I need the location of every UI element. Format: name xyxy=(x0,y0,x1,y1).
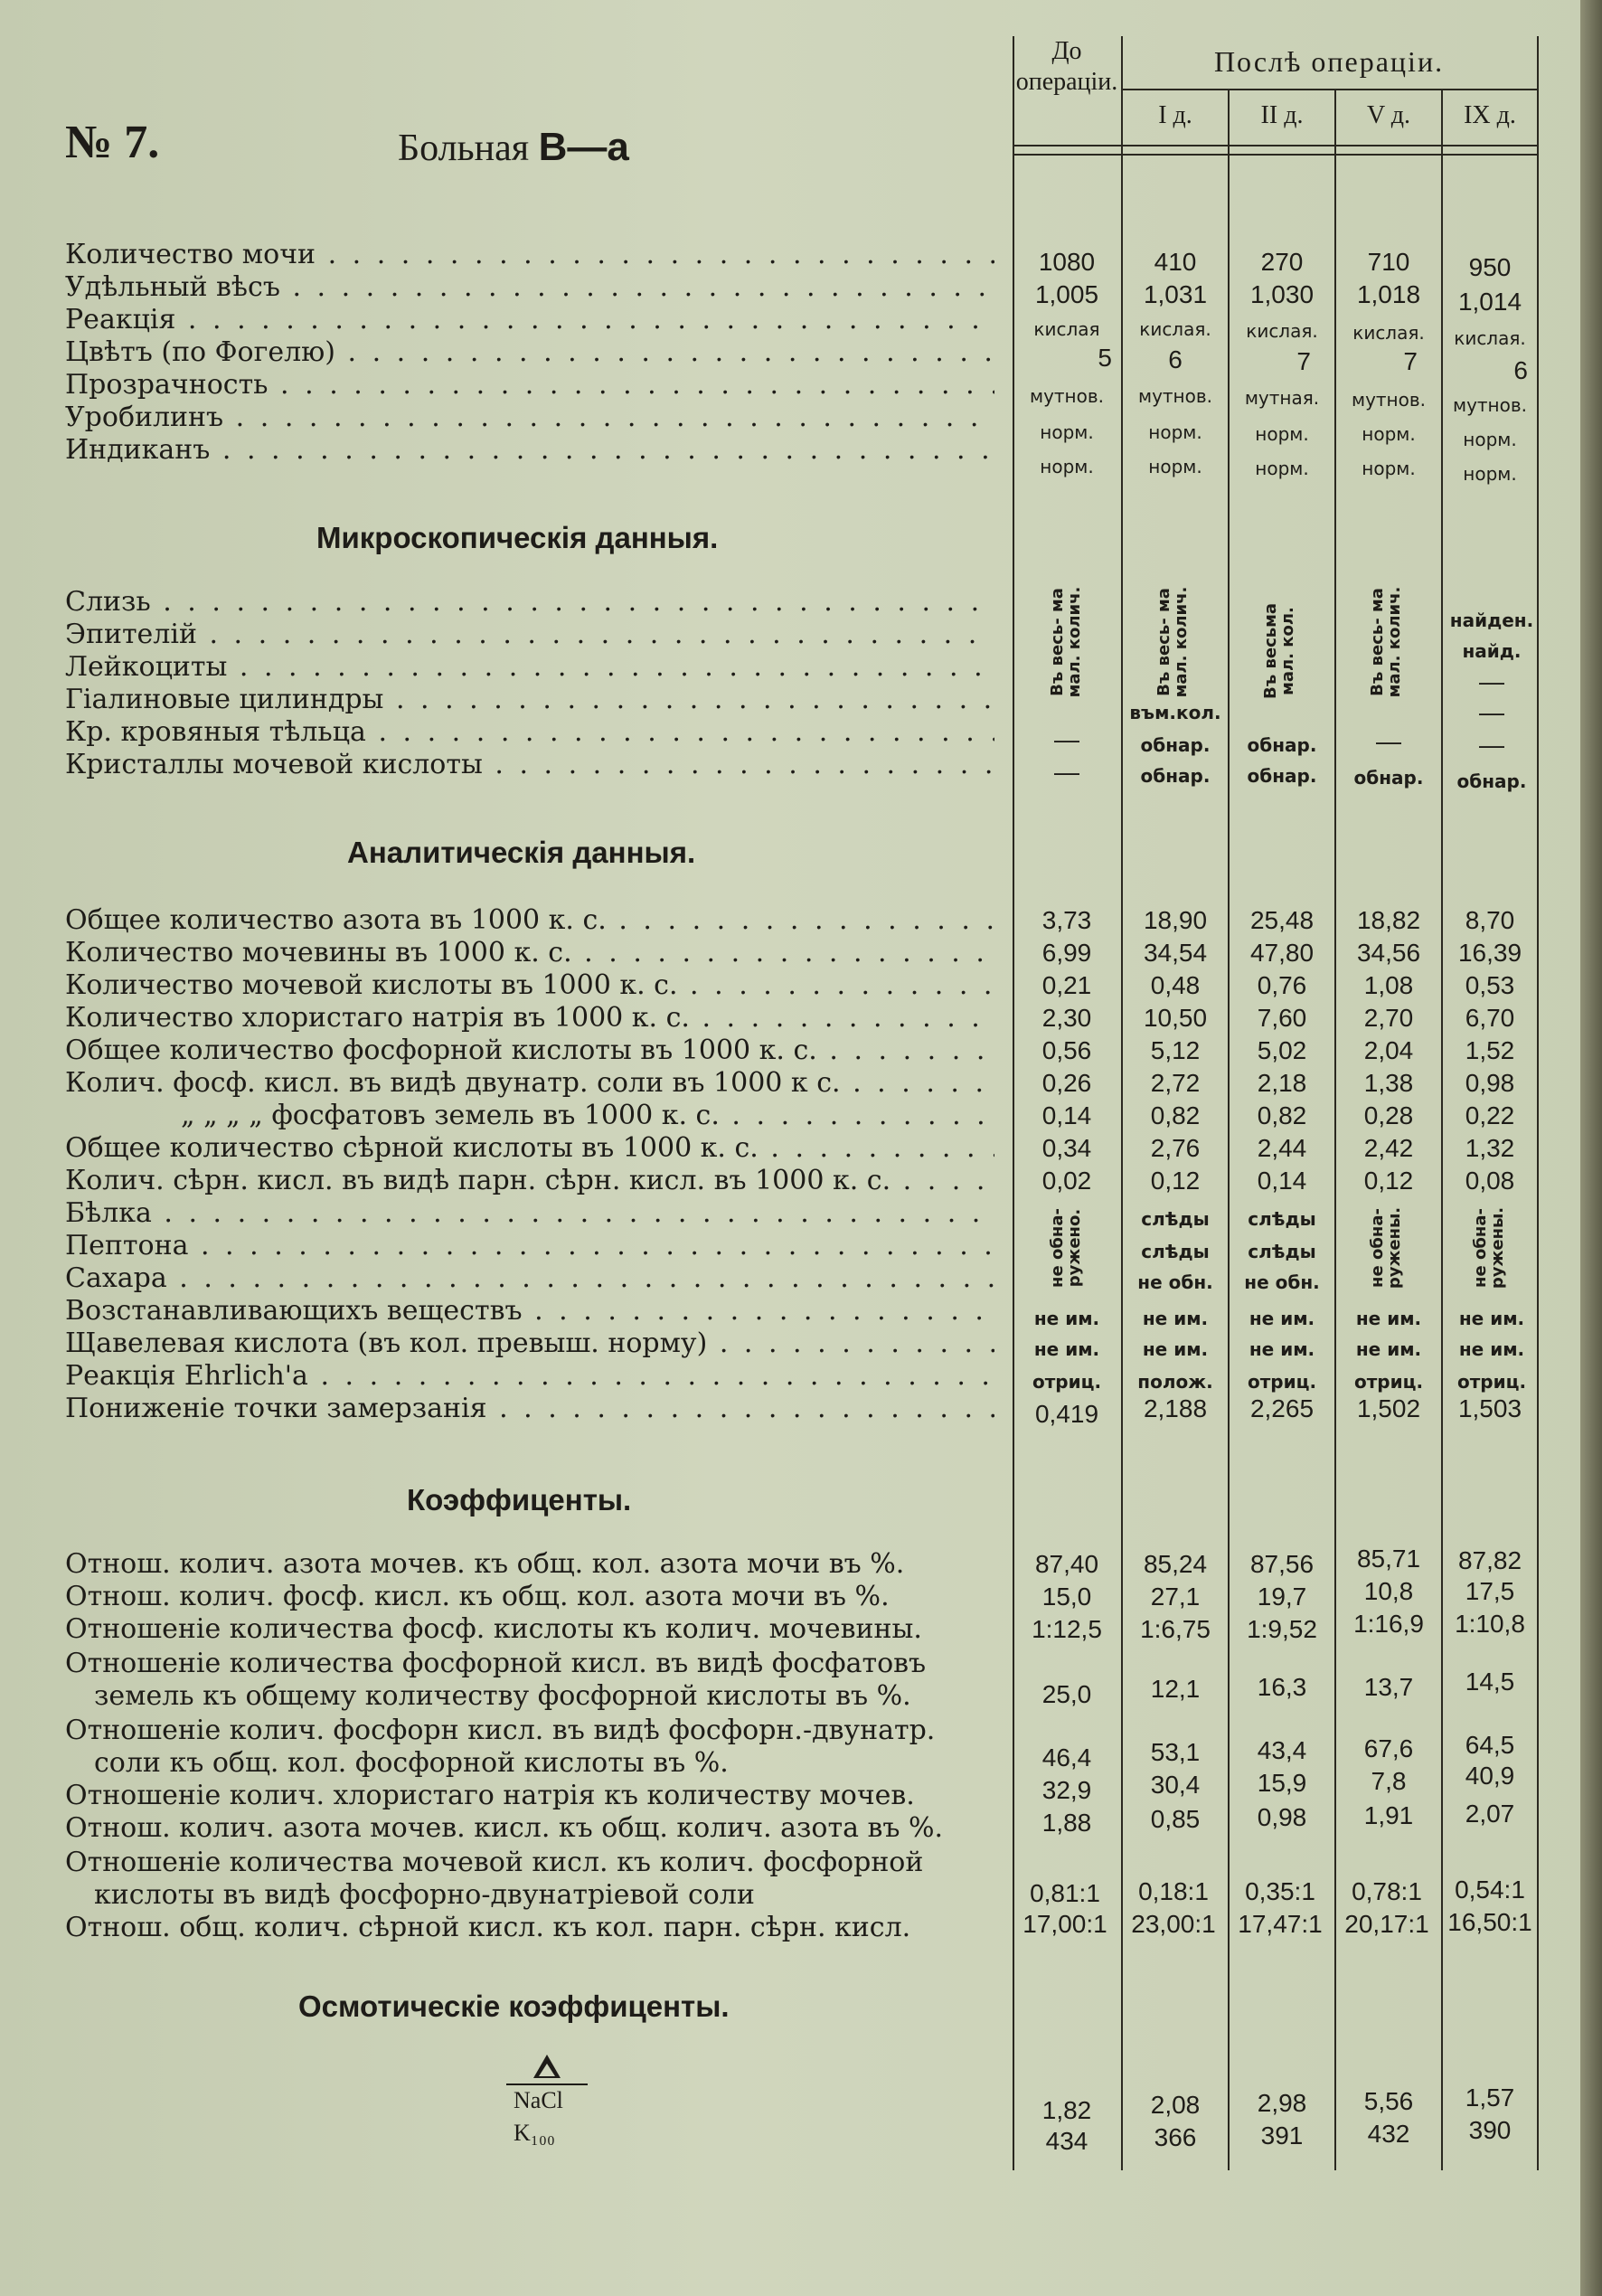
cell: 0,28 xyxy=(1363,1101,1414,1129)
row-label: Отнош. колич. фосф. кисл. къ общ. кол. азота мочи въ %. xyxy=(65,1581,890,1612)
cell: 7,8 xyxy=(1371,1767,1407,1795)
cell: не им. xyxy=(1355,1308,1422,1329)
cell: 710 xyxy=(1367,248,1410,276)
rotated-cell: не обна- ружено. xyxy=(1048,1208,1084,1288)
cell: 1,32 xyxy=(1465,1134,1515,1162)
cell: 6 xyxy=(1168,345,1183,373)
cell: — xyxy=(1479,698,1504,726)
cell: норм. xyxy=(1362,423,1416,445)
row-label: Щавелевая кислота (въ кол. превыш. норму) . . . xyxy=(65,1328,994,1360)
cell: обнар. xyxy=(1456,770,1527,792)
page-edge xyxy=(1580,0,1602,2296)
cell: 0,56 xyxy=(1041,1036,1092,1064)
cell: 1:12,5 xyxy=(1032,1615,1102,1643)
cell: 2,98 xyxy=(1257,2089,1307,2117)
osmotic-label-nacl: NaCl xyxy=(514,2087,563,2113)
row-label: Количество мочи . . . xyxy=(65,239,994,271)
cell: 7 xyxy=(1403,347,1418,375)
cell: 67,6 xyxy=(1363,1734,1414,1762)
cell: 1,38 xyxy=(1363,1069,1414,1097)
cell: 0,85 xyxy=(1150,1805,1201,1833)
delta-symbol-inner xyxy=(539,2064,555,2076)
cell: не им. xyxy=(1249,1338,1315,1360)
row-label: Слизь . . . xyxy=(65,586,994,619)
row-label: Общее количество фосфорной кислоты въ 1000 к. с. . . . xyxy=(65,1035,994,1067)
cell: 0,18:1 xyxy=(1138,1877,1209,1905)
cell: 2,18 xyxy=(1257,1069,1307,1097)
cell: 5,12 xyxy=(1150,1036,1201,1064)
cell: 15,9 xyxy=(1257,1769,1307,1797)
cell: не им. xyxy=(1458,1338,1525,1360)
cell: 2,72 xyxy=(1150,1069,1201,1097)
cell: норм. xyxy=(1040,456,1094,477)
cell: норм. xyxy=(1148,421,1202,443)
cell: 16,39 xyxy=(1457,939,1522,967)
cell: 0,12 xyxy=(1150,1167,1201,1195)
cell: 2,30 xyxy=(1041,1004,1092,1032)
cell: 10,8 xyxy=(1363,1577,1414,1605)
row-label: Эпителій . . . xyxy=(65,619,994,651)
table-line xyxy=(1121,36,1123,2170)
cell: 1:16,9 xyxy=(1353,1610,1424,1638)
cell: 16,3 xyxy=(1257,1673,1307,1701)
cell: 23,00:1 xyxy=(1131,1910,1216,1938)
patient-title xyxy=(398,125,629,170)
cell: 32,9 xyxy=(1041,1776,1092,1804)
cell: 2,44 xyxy=(1257,1134,1307,1162)
cell: 10,50 xyxy=(1143,1004,1208,1032)
cell: 391 xyxy=(1260,2121,1304,2150)
cell: норм. xyxy=(1148,456,1202,477)
cell: 0,82 xyxy=(1257,1101,1307,1129)
cell: 0,12 xyxy=(1363,1167,1414,1195)
osmotic-label-k100: K₁₀₀ xyxy=(514,2120,555,2146)
cell: мутнов. xyxy=(1029,385,1105,407)
cell: 0,14 xyxy=(1041,1101,1092,1129)
row-label: Отношеніе количества фосфорной кисл. въ видѣ фосфатовъ xyxy=(65,1648,927,1679)
cell: 85,24 xyxy=(1143,1550,1208,1578)
cell: 12,1 xyxy=(1150,1675,1201,1703)
row-label: Количество хлористаго натрія въ 1000 к. с. . . . xyxy=(65,1002,994,1035)
table-line xyxy=(1121,89,1537,90)
cell: 1,503 xyxy=(1457,1394,1522,1422)
cell: 0,53 xyxy=(1465,971,1515,999)
cell: кислая. xyxy=(1352,322,1425,344)
cell: 390 xyxy=(1468,2116,1512,2144)
cell: 1,91 xyxy=(1363,1801,1414,1829)
table-line xyxy=(1013,36,1014,2170)
row-label: Гіалиновые цилиндры . . . xyxy=(65,684,994,716)
cell: не им. xyxy=(1142,1338,1209,1360)
cell: кислая. xyxy=(1454,327,1526,349)
header-day-9: IX д. xyxy=(1464,101,1516,129)
header-before-surgery: До операціи. xyxy=(1015,37,1118,96)
row-label: „ „ „ „ фосфатовъ земель въ 1000 к. с. . . . xyxy=(181,1100,994,1132)
cell: 13,7 xyxy=(1363,1673,1414,1701)
cell: норм. xyxy=(1040,421,1094,443)
cell: 27,1 xyxy=(1150,1583,1201,1611)
cell: 20,17:1 xyxy=(1344,1910,1429,1938)
row-label: Отношеніе количества мочевой кисл. къ колич. фосфорной xyxy=(65,1847,924,1878)
cell: 1,502 xyxy=(1356,1394,1421,1422)
cell: кислая. xyxy=(1246,320,1318,342)
cell: 3,73 xyxy=(1041,906,1092,934)
cell: 1,82 xyxy=(1041,2096,1092,2124)
cell: 87,40 xyxy=(1034,1550,1099,1578)
table-line xyxy=(1013,154,1537,156)
cell: 2,08 xyxy=(1150,2091,1201,2119)
cell: 0,35:1 xyxy=(1245,1877,1315,1905)
cell: 432 xyxy=(1367,2120,1410,2148)
cell: 25,48 xyxy=(1249,906,1315,934)
cell: не им. xyxy=(1355,1338,1422,1360)
row-label: земель къ общему количеству фосфорной кислоты въ %. xyxy=(94,1680,911,1712)
row-label: Уробилинъ . . . xyxy=(65,402,994,434)
cell: обнар. xyxy=(1247,765,1317,787)
cell: 1,52 xyxy=(1465,1036,1515,1064)
rotated-cell: Въ весь- ма мал. колич. xyxy=(1368,586,1404,698)
rotated-cell: не обна- ружены. xyxy=(1368,1206,1404,1290)
cell: отриц. xyxy=(1456,1371,1527,1393)
cell: обнар. xyxy=(1140,734,1211,756)
section-title-osmotic: Осмотическіе коэффиценты. xyxy=(298,1989,730,2023)
cell: 0,21 xyxy=(1041,971,1092,999)
header-after-surgery: Послѣ операціи. xyxy=(1213,45,1445,78)
row-label: Пептона . . . xyxy=(65,1230,994,1262)
cell: 1:10,8 xyxy=(1455,1610,1525,1638)
cell: полож. xyxy=(1137,1371,1213,1393)
cell: обнар. xyxy=(1353,767,1424,789)
cell: 43,4 xyxy=(1257,1736,1307,1764)
cell: норм. xyxy=(1255,458,1309,479)
cell: въм.кол. xyxy=(1129,702,1221,723)
cell: 64,5 xyxy=(1465,1731,1515,1759)
row-label: Пониженіе точки замерзанія . . . xyxy=(65,1393,994,1425)
row-label: Кристаллы мочевой кислоты . . . xyxy=(65,749,994,781)
cell: норм. xyxy=(1362,458,1416,479)
header-day-1: I д. xyxy=(1158,101,1192,129)
patient-prefix: Больная xyxy=(398,128,539,169)
row-label: Колич. сѣрн. кисл. въ видѣ парн. сѣрн. кисл. въ 1000 к. с. . . . xyxy=(65,1165,994,1197)
row-label: Отношеніе количества фосф. кислоты къ колич. мочевины. xyxy=(65,1613,922,1645)
row-label: Сахара . . . xyxy=(65,1262,994,1295)
cell: не обн. xyxy=(1137,1271,1213,1293)
cell: 1,031 xyxy=(1143,280,1208,308)
table-line xyxy=(1228,90,1230,2170)
cell: 7,60 xyxy=(1257,1004,1307,1032)
header-day-2: II д. xyxy=(1260,101,1304,129)
cell: 0,98 xyxy=(1257,1803,1307,1831)
cell: 17,47:1 xyxy=(1238,1910,1323,1938)
cell: 47,80 xyxy=(1249,939,1315,967)
cell: отриц. xyxy=(1032,1371,1102,1393)
cell: кислая. xyxy=(1139,318,1211,340)
cell: мутная. xyxy=(1244,387,1320,409)
cell: 0,34 xyxy=(1041,1134,1092,1162)
row-label: Возстанавливающихъ веществъ . . . xyxy=(65,1295,994,1328)
cell: слѣды xyxy=(1248,1241,1316,1262)
cell: 6,99 xyxy=(1041,939,1092,967)
cell: найден. xyxy=(1449,609,1534,631)
cell: 2,07 xyxy=(1465,1800,1515,1828)
cell: 19,7 xyxy=(1257,1583,1307,1611)
cell: 1080 xyxy=(1038,248,1096,276)
cell: 18,90 xyxy=(1143,906,1208,934)
cell: 2,76 xyxy=(1150,1134,1201,1162)
cell: 87,82 xyxy=(1457,1546,1522,1574)
cell: не им. xyxy=(1033,1338,1100,1360)
cell: слѣды xyxy=(1141,1241,1210,1262)
cell: 18,82 xyxy=(1356,906,1421,934)
cell: 434 xyxy=(1045,2127,1088,2155)
section-title-analytic: Аналитическія данныя. xyxy=(347,836,696,869)
cell: норм. xyxy=(1463,429,1517,450)
cell: 1:9,52 xyxy=(1247,1615,1317,1643)
cell: 1,018 xyxy=(1356,280,1421,308)
cell: кислая xyxy=(1033,318,1100,340)
patient-name: В—а xyxy=(538,125,629,169)
record-number: № 7. xyxy=(65,117,160,168)
cell: 2,265 xyxy=(1249,1394,1315,1422)
cell: 0,98 xyxy=(1465,1069,1515,1097)
row-label: Отношеніе колич. хлористаго натрія къ количеству мочев. xyxy=(65,1780,915,1811)
cell: норм. xyxy=(1463,463,1517,485)
cell: 5,02 xyxy=(1257,1036,1307,1064)
cell: — xyxy=(1479,731,1504,759)
cell: 0,22 xyxy=(1465,1101,1515,1129)
section-title-micro: Микроскопическія данныя. xyxy=(316,521,719,554)
cell: 0,54:1 xyxy=(1455,1876,1525,1904)
cell: 34,54 xyxy=(1143,939,1208,967)
cell: 53,1 xyxy=(1150,1738,1201,1766)
cell: 5 xyxy=(1098,344,1112,372)
cell: 85,71 xyxy=(1356,1545,1421,1573)
table-line xyxy=(1013,145,1537,146)
cell: отриц. xyxy=(1353,1371,1424,1393)
cell: 16,50:1 xyxy=(1447,1908,1532,1936)
row-label: Реакція Ehrlich'а . . . xyxy=(65,1360,994,1393)
cell: мутнов. xyxy=(1351,389,1427,411)
cell: 7 xyxy=(1296,347,1311,375)
cell: 0,82 xyxy=(1150,1101,1201,1129)
cell: 0,76 xyxy=(1257,971,1307,999)
row-label: Количество мочевой кислоты въ 1000 к. с. . . . xyxy=(65,969,994,1002)
rotated-cell: не обна- ружены. xyxy=(1471,1206,1507,1290)
cell: 17,5 xyxy=(1465,1577,1515,1605)
cell: — xyxy=(1479,667,1504,695)
row-label: Удѣльный вѣсъ . . . xyxy=(65,271,994,304)
cell: 2,42 xyxy=(1363,1134,1414,1162)
cell: 6,70 xyxy=(1465,1004,1515,1032)
cell: 0,26 xyxy=(1041,1069,1092,1097)
row-label: Индиканъ . . . xyxy=(65,434,994,467)
rotated-cell: Въ весь- ма мал. колич. xyxy=(1048,586,1084,698)
cell: 1,08 xyxy=(1363,971,1414,999)
row-label: Отношеніе колич. фосфорн кисл. въ видѣ фосфорн.-двунатр. xyxy=(65,1715,936,1746)
cell: 0,08 xyxy=(1465,1167,1515,1195)
cell: 34,56 xyxy=(1356,939,1421,967)
cell: 1,005 xyxy=(1034,280,1099,308)
table-line xyxy=(1334,90,1336,2170)
cell: слѣды xyxy=(1141,1208,1210,1230)
cell: — xyxy=(1376,727,1401,755)
cell: не им. xyxy=(1142,1308,1209,1329)
cell: — xyxy=(1054,725,1079,753)
cell: 1,88 xyxy=(1041,1809,1092,1837)
header-day-5: V д. xyxy=(1367,101,1410,129)
cell: 14,5 xyxy=(1465,1668,1515,1696)
cell: 6 xyxy=(1513,356,1528,384)
cell: найд. xyxy=(1462,640,1522,662)
row-label: кислоты въ видѣ фосфорно-двунатріевой соли xyxy=(94,1879,755,1911)
row-label: Общее количество азота въ 1000 к. с. . . . xyxy=(65,904,994,937)
cell: 950 xyxy=(1468,253,1512,281)
cell: не обн. xyxy=(1244,1271,1320,1293)
cell: обнар. xyxy=(1140,765,1211,787)
row-label: Общее количество сѣрной кислоты въ 1000 к. с. . . . xyxy=(65,1132,994,1165)
cell: 2,188 xyxy=(1143,1394,1208,1422)
cell: — xyxy=(1054,758,1079,786)
cell: 0,14 xyxy=(1257,1167,1307,1195)
row-label: Колич. фосф. кисл. въ видѣ двунатр. соли въ 1000 к с. . . . xyxy=(65,1067,994,1100)
row-label: Реакція . . . xyxy=(65,304,994,336)
cell: слѣды xyxy=(1248,1208,1316,1230)
rotated-cell: Въ весьма мал. кол. xyxy=(1261,602,1297,700)
cell: 410 xyxy=(1154,248,1197,276)
cell: норм. xyxy=(1255,423,1309,445)
cell: мутнов. xyxy=(1452,394,1528,416)
cell: 46,4 xyxy=(1041,1743,1092,1772)
cell: 1:6,75 xyxy=(1140,1615,1211,1643)
fraction-line xyxy=(506,2083,588,2085)
cell: мутнов. xyxy=(1137,385,1213,407)
cell: 30,4 xyxy=(1150,1771,1201,1799)
cell: 0,81:1 xyxy=(1030,1879,1100,1907)
cell: 366 xyxy=(1154,2123,1197,2151)
row-label: Лейкоциты . . . xyxy=(65,651,994,684)
cell: 87,56 xyxy=(1249,1550,1315,1578)
cell: 270 xyxy=(1260,248,1304,276)
cell: 2,04 xyxy=(1363,1036,1414,1064)
cell: 0,419 xyxy=(1034,1400,1099,1428)
cell: 8,70 xyxy=(1465,906,1515,934)
row-label: Отнош. колич. азота мочев. кисл. къ общ. колич. азота въ %. xyxy=(65,1812,944,1844)
cell: не им. xyxy=(1249,1308,1315,1329)
cell: 2,70 xyxy=(1363,1004,1414,1032)
cell: 0,02 xyxy=(1041,1167,1092,1195)
row-label: Бѣлка . . . xyxy=(65,1197,994,1230)
cell: 1,014 xyxy=(1457,288,1522,316)
row-label: Кр. кровяныя тѣльца . . . xyxy=(65,716,994,749)
section-title-coef: Коэффиценты. xyxy=(407,1483,632,1516)
cell: 1,57 xyxy=(1465,2083,1515,2112)
cell: 15,0 xyxy=(1041,1583,1092,1611)
row-label: соли къ общ. кол. фосфорной кислоты въ %. xyxy=(94,1747,729,1779)
row-label: Отнош. общ. колич. сѣрной кисл. къ кол. парн. сѣрн. кисл. xyxy=(65,1912,911,1943)
row-label: Цвѣтъ (по Фогелю) . . . xyxy=(65,336,994,369)
cell: 40,9 xyxy=(1465,1762,1515,1790)
cell: отриц. xyxy=(1247,1371,1317,1393)
cell: обнар. xyxy=(1247,734,1317,756)
row-label: Количество мочевины въ 1000 к. с. . . . xyxy=(65,937,994,969)
cell: не им. xyxy=(1458,1308,1525,1329)
cell: 0,48 xyxy=(1150,971,1201,999)
cell: 17,00:1 xyxy=(1022,1910,1107,1938)
cell: 1,030 xyxy=(1249,280,1315,308)
cell: 5,56 xyxy=(1363,2087,1414,2115)
cell: не им. xyxy=(1033,1308,1100,1329)
row-label: Прозрачность . . . xyxy=(65,369,994,402)
row-label: Отнош. колич. азота мочев. къ общ. кол. азота мочи въ %. xyxy=(65,1548,905,1580)
cell: 0,78:1 xyxy=(1352,1877,1422,1905)
cell: 25,0 xyxy=(1041,1680,1092,1708)
rotated-cell: Въ весь- ма мал. колич. xyxy=(1154,586,1191,698)
